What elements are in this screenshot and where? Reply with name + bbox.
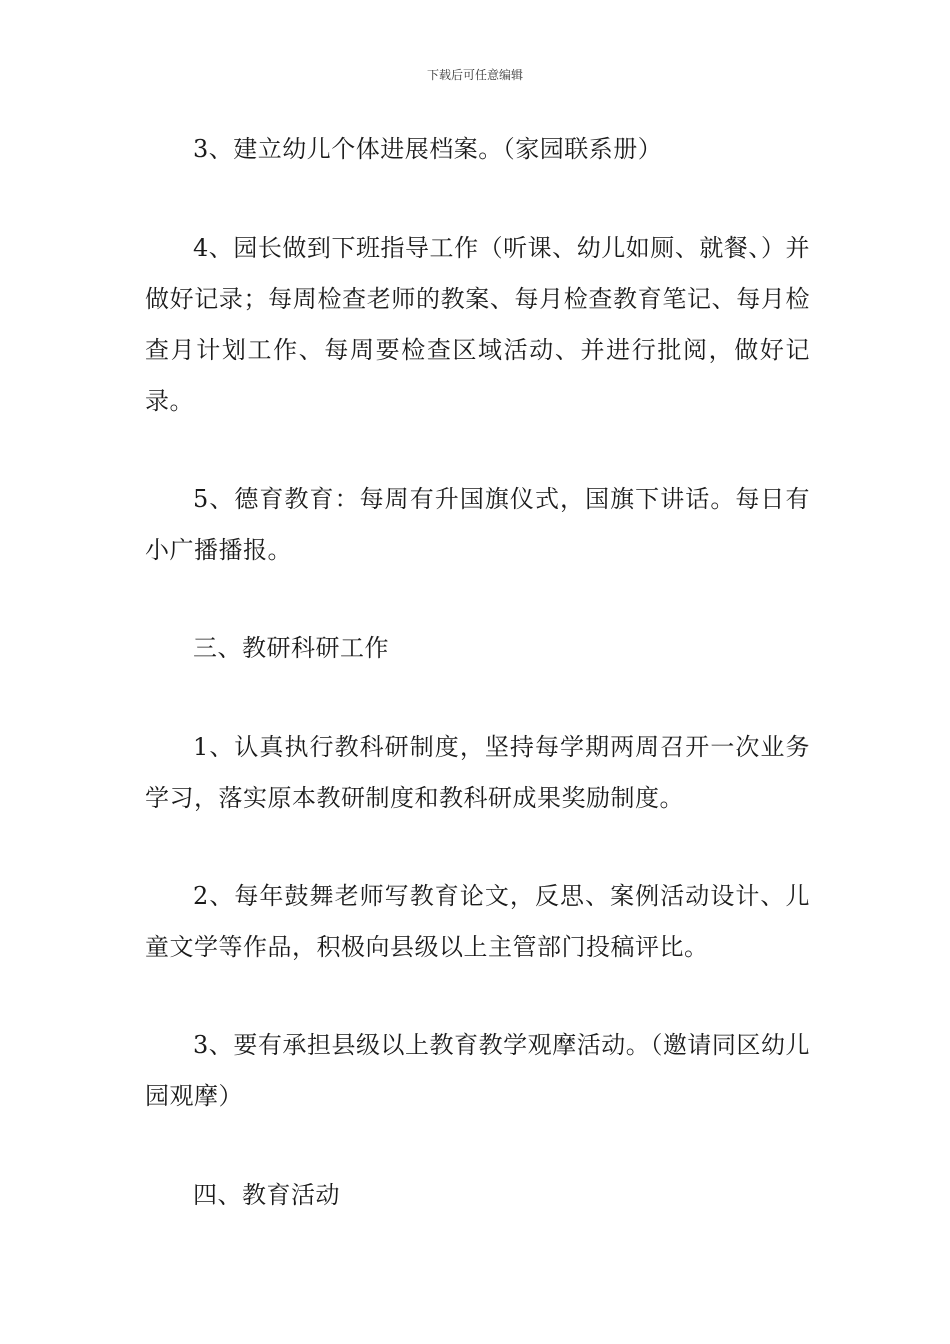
paragraph-moral-education: 5、德育教育：每周有升国旗仪式，国旗下讲话。每日有小广播播报。	[145, 485, 810, 564]
paragraph-archive: 3、建立幼儿个体进展档案。（家园联系册）	[193, 135, 663, 163]
paragraph-observation-activities: 3、要有承担县级以上教育教学观摩活动。（邀请同区幼儿园观摩）	[145, 1031, 810, 1110]
section-heading-education-activities: 四、教育活动	[193, 1181, 340, 1209]
paragraph-director-guidance: 4、园长做到下班指导工作（听课、幼儿如厕、就餐、）并做好记录；每周检查老师的教案、每月检查教育笔记、每月检查月计划工作、每周要检查区域活动、并进行批阅，做好记录。	[145, 234, 810, 415]
section-heading-research: 三、教研科研工作	[193, 634, 389, 662]
paragraph-research-system: 1、认真执行教科研制度，坚持每学期两周召开一次业务学习，落实原本教研制度和教科研成果奖励制度。	[145, 733, 810, 812]
paragraph-teacher-papers: 2、每年鼓舞老师写教育论文，反思、案例活动设计、儿童文学等作品，积极向县级以上主管部门投稿评比。	[145, 882, 810, 961]
page-header: 下载后可任意编辑	[426, 68, 523, 82]
